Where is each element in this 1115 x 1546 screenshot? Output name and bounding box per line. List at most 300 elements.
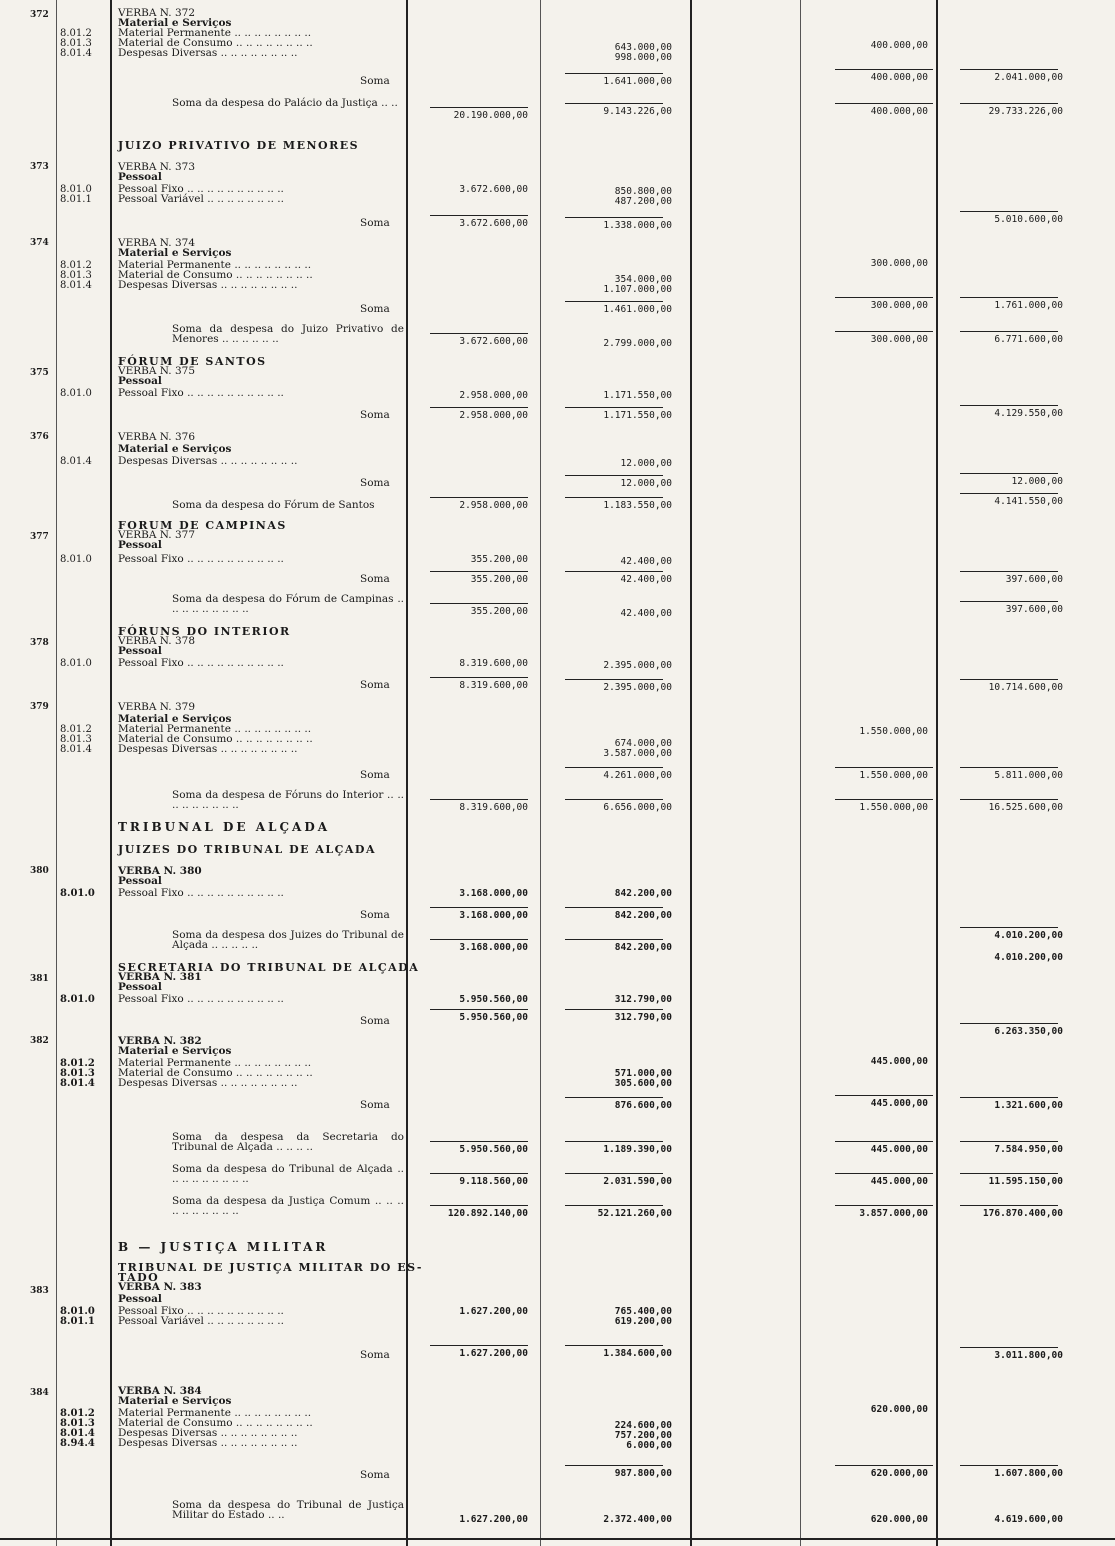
- row-label: Pessoal: [118, 1293, 162, 1305]
- value-col2: 1.189.390,00: [603, 1144, 672, 1155]
- sum-rule: [960, 211, 1058, 212]
- value-col2: 305.600,00: [614, 1078, 672, 1089]
- sum-rule: [565, 571, 663, 572]
- sum-rule: [565, 1465, 663, 1466]
- value-col5: 176.870.400,00: [982, 1208, 1063, 1219]
- row-label: Pessoal Variável .. .. .. .. .. .. .. ..: [118, 193, 284, 205]
- value-col2: 1.384.600,00: [603, 1348, 672, 1359]
- sum-rule: [960, 297, 1058, 298]
- row-label: VERBA N. 380: [118, 865, 202, 877]
- sum-rule: [430, 1205, 528, 1206]
- value-col2: 6.000,00: [626, 1440, 672, 1451]
- value-col5: 1.607.800,00: [994, 1468, 1063, 1479]
- value-col4: 445.000,00: [870, 1176, 928, 1187]
- row-label: Pessoal: [118, 375, 162, 387]
- value-col5: 397.600,00: [1005, 604, 1063, 615]
- value-col5: 11.595.150,00: [988, 1176, 1063, 1187]
- sum-rule: [835, 331, 933, 332]
- sum-label: Soma: [360, 1015, 390, 1027]
- budget-code: 8.01.2: [60, 724, 92, 735]
- value-col2: 850.800,00: [614, 186, 672, 197]
- sum-rule: [960, 1347, 1058, 1348]
- value-col2: 571.000,00: [614, 1068, 672, 1079]
- row-label: Pessoal Fixo .. .. .. .. .. .. .. .. .. ..: [118, 993, 284, 1005]
- budget-code: 8.01.2: [60, 260, 92, 271]
- row-label: Despesas Diversas .. .. .. .. .. .. .. ..: [118, 455, 298, 467]
- row-label: Pessoal Fixo .. .. .. .. .. .. .. .. .. ..: [118, 887, 284, 899]
- row-label: VERBA N. 374: [118, 237, 196, 249]
- row-label: Pessoal: [118, 981, 162, 993]
- value-col1: 2.958.000,00: [459, 410, 528, 421]
- value-col2: 9.143.226,00: [603, 106, 672, 117]
- sum-rule: [960, 1141, 1058, 1142]
- section-heading: FORUM DE CAMPINAS: [118, 519, 287, 532]
- value-col2: 2.372.400,00: [603, 1514, 672, 1525]
- item-number: 374: [30, 238, 49, 248]
- sum-rule: [565, 1141, 663, 1142]
- row-label: Material e Serviços: [118, 247, 232, 259]
- sum-rule: [565, 1009, 663, 1010]
- value-col2: 1.183.550,00: [603, 500, 672, 511]
- value-col5: 7.584.950,00: [994, 1144, 1063, 1155]
- row-label: Pessoal: [118, 645, 162, 657]
- sum-rule: [565, 1097, 663, 1098]
- value-col5: 5.010.600,00: [994, 214, 1063, 225]
- value-col2: 1.171.550,00: [603, 390, 672, 401]
- item-number: 377: [30, 532, 49, 542]
- value-col5: 6.263.350,00: [994, 1026, 1063, 1037]
- sum-rule: [835, 1465, 933, 1466]
- value-col1: 3.672.600,00: [459, 184, 528, 195]
- value-col5: 6.771.600,00: [994, 334, 1063, 345]
- row-label: VERBA N. 375: [118, 365, 196, 377]
- value-col2: 42.400,00: [620, 556, 672, 567]
- value-col4: 400.000,00: [870, 106, 928, 117]
- budget-code: 8.01.0: [60, 184, 92, 195]
- value-col4: 445.000,00: [870, 1144, 928, 1155]
- row-label: Pessoal Fixo .. .. .. .. .. .. .. .. .. ..: [118, 183, 284, 195]
- row-label: Pessoal: [118, 171, 162, 183]
- value-col1: 355.200,00: [470, 574, 528, 585]
- value-col5: 5.811.000,00: [994, 770, 1063, 781]
- value-col1: 5.950.560,00: [459, 994, 528, 1005]
- total-label: Soma da despesa do Fórum de Santos: [172, 499, 375, 511]
- sum-rule: [565, 679, 663, 680]
- sum-label: Soma: [360, 909, 390, 921]
- value-col2: 1.338.000,00: [603, 220, 672, 231]
- value-col1: 355.200,00: [470, 554, 528, 565]
- section-heading: SECRETARIA DO TRIBUNAL DE ALÇADA: [118, 961, 420, 974]
- sum-rule: [430, 333, 528, 334]
- row-label: Material Permanente .. .. .. .. .. .. .. ..: [118, 1057, 312, 1069]
- budget-code: 8.01.4: [60, 1078, 95, 1089]
- total-label: Soma da despesa do Tribunal de Justiça Militar do Estado .. ..: [172, 1499, 404, 1521]
- sum-rule: [430, 799, 528, 800]
- budget-code: 8.01.0: [60, 994, 95, 1005]
- value-col2: 765.400,00: [614, 1306, 672, 1317]
- sum-label: Soma: [360, 679, 390, 691]
- value-col4: 445.000,00: [870, 1056, 928, 1067]
- sum-rule: [565, 103, 663, 104]
- row-label: Material de Consumo .. .. .. .. .. .. .. ..: [118, 269, 313, 281]
- sum-rule: [960, 493, 1058, 494]
- sum-rule: [835, 103, 933, 104]
- sum-rule: [960, 601, 1058, 602]
- value-col2: 2.031.590,00: [603, 1176, 672, 1187]
- budget-code: 8.01.3: [60, 1418, 95, 1429]
- value-col2: 354.000,00: [614, 274, 672, 285]
- section-heading: JUIZO PRIVATIVO DE MENORES: [118, 139, 360, 152]
- value-col5: 10.714.600,00: [988, 682, 1063, 693]
- row-label: VERBA N. 381: [118, 971, 202, 983]
- sum-rule: [960, 679, 1058, 680]
- item-number: 375: [30, 368, 49, 378]
- row-label: Despesas Diversas .. .. .. .. .. .. .. ..: [118, 47, 298, 59]
- sum-rule: [835, 1095, 933, 1096]
- item-number: 383: [30, 1286, 49, 1296]
- value-col5: 4.619.600,00: [994, 1514, 1063, 1525]
- sum-rule: [960, 331, 1058, 332]
- sum-label: Soma: [360, 303, 390, 315]
- row-label: Material Permanente .. .. .. .. .. .. .. ..: [118, 259, 312, 271]
- sum-rule: [565, 1205, 663, 1206]
- budget-code: 8.01.3: [60, 734, 92, 745]
- value-col2: 1.171.550,00: [603, 410, 672, 421]
- sum-label: Soma: [360, 1349, 390, 1361]
- row-label: Pessoal: [118, 539, 162, 551]
- sum-rule: [565, 475, 663, 476]
- budget-code: 8.01.2: [60, 1408, 95, 1419]
- budget-code: 8.01.0: [60, 1306, 95, 1317]
- sum-label: Soma: [360, 573, 390, 585]
- row-label: VERBA N. 373: [118, 161, 196, 173]
- budget-code: 8.01.4: [60, 456, 92, 467]
- row-label: Pessoal Fixo .. .. .. .. .. .. .. .. .. ..: [118, 553, 284, 565]
- row-label: Despesas Diversas .. .. .. .. .. .. .. ..: [118, 1077, 298, 1089]
- section-heading: TRIBUNAL DE ALÇADA: [118, 820, 331, 834]
- value-col1: 3.168.000,00: [459, 888, 528, 899]
- sum-rule: [565, 407, 663, 408]
- value-col2: 6.656.000,00: [603, 802, 672, 813]
- value-col5: 397.600,00: [1005, 574, 1063, 585]
- item-number: 376: [30, 432, 49, 442]
- sum-rule: [960, 1465, 1058, 1466]
- value-col1: 3.672.600,00: [459, 218, 528, 229]
- row-label: Material e Serviços: [118, 1395, 232, 1407]
- page-bottom-rule: [0, 1538, 1115, 1540]
- item-number: 378: [30, 638, 49, 648]
- budget-code: 8.01.1: [60, 194, 92, 205]
- sum-label: Soma: [360, 75, 390, 87]
- row-label: Material e Serviços: [118, 713, 232, 725]
- value-col1: 9.118.560,00: [459, 1176, 528, 1187]
- value-col1: 8.319.600,00: [459, 802, 528, 813]
- value-col1: 1.627.200,00: [459, 1348, 528, 1359]
- item-number: 379: [30, 702, 49, 712]
- value-col5: 1.761.000,00: [994, 300, 1063, 311]
- section-heading: TRIBUNAL DE JUSTIÇA MILITAR DO ES-: [118, 1261, 423, 1274]
- row-label: VERBA N. 372: [118, 7, 196, 19]
- value-col5: 4.010.200,00: [994, 930, 1063, 941]
- value-col1: 1.627.200,00: [459, 1306, 528, 1317]
- row-label: Material e Serviços: [118, 17, 232, 29]
- section-heading: FÓRUNS DO INTERIOR: [118, 625, 291, 638]
- value-col2: 842.200,00: [614, 910, 672, 921]
- item-number: 373: [30, 162, 49, 172]
- value-col1: 5.950.560,00: [459, 1144, 528, 1155]
- row-label: Material e Serviços: [118, 1045, 232, 1057]
- item-number: 381: [30, 974, 49, 984]
- value-col4: 3.857.000,00: [859, 1208, 928, 1219]
- value-col4: 620.000,00: [870, 1404, 928, 1415]
- sum-rule: [960, 1097, 1058, 1098]
- value-col2: 224.600,00: [614, 1420, 672, 1431]
- column-rule: [406, 0, 408, 1546]
- value-col2: 2.395.000,00: [603, 682, 672, 693]
- budget-code: 8.01.2: [60, 28, 92, 39]
- value-col4: 620.000,00: [870, 1514, 928, 1525]
- sum-rule: [960, 1023, 1058, 1024]
- sum-rule: [565, 907, 663, 908]
- sum-label: Soma: [360, 217, 390, 229]
- value-col5: 16.525.600,00: [988, 802, 1063, 813]
- total-label: Soma da despesa de Fóruns do Interior .. .. .. .. .. .. .. .. ..: [172, 789, 404, 811]
- value-col5: 2.041.000,00: [994, 72, 1063, 83]
- value-col2: 312.790,00: [614, 1012, 672, 1023]
- budget-code: 8.01.4: [60, 48, 92, 59]
- value-col2: 312.790,00: [614, 994, 672, 1005]
- budget-code: 8.01.3: [60, 1068, 95, 1079]
- value-col2: 757.200,00: [614, 1430, 672, 1441]
- section-heading: JUIZES DO TRIBUNAL DE ALÇADA: [118, 843, 376, 856]
- value-col2: 842.200,00: [614, 942, 672, 953]
- row-label: Pessoal Fixo .. .. .. .. .. .. .. .. .. ..: [118, 1305, 284, 1317]
- sum-rule: [835, 767, 933, 768]
- row-label: Material Permanente .. .. .. .. .. .. .. ..: [118, 723, 312, 735]
- section-heading: TADO: [118, 1271, 160, 1284]
- sum-rule: [565, 497, 663, 498]
- item-number: 382: [30, 1036, 49, 1046]
- total-label: Soma da despesa da Justiça Comum .. .. .. .. .. .. .. .. .. ..: [172, 1195, 404, 1217]
- budget-code: 8.01.2: [60, 1058, 95, 1069]
- sum-rule: [960, 1173, 1058, 1174]
- value-col1: 20.190.000,00: [453, 110, 528, 121]
- sum-rule: [960, 473, 1058, 474]
- sum-rule: [430, 1009, 528, 1010]
- total-label: Soma da despesa do Juizo Privativo de Menores .. .. .. .. .. ..: [172, 323, 404, 345]
- sum-label: Soma: [360, 409, 390, 421]
- total-label: Soma da despesa do Fórum de Campinas .. .. .. .. .. .. .. .. ..: [172, 593, 404, 615]
- total-label: Soma da despesa do Tribunal de Alçada .. .. .. .. .. .. .. .. ..: [172, 1163, 404, 1185]
- row-label: Material de Consumo .. .. .. .. .. .. .. ..: [118, 1067, 313, 1079]
- value-col4: 620.000,00: [870, 1468, 928, 1479]
- row-label: Despesas Diversas .. .. .. .. .. .. .. ..: [118, 1427, 298, 1439]
- row-label: Despesas Diversas .. .. .. .. .. .. .. ..: [118, 743, 298, 755]
- total-label: Soma da despesa do Palácio da Justiça .. ..: [172, 97, 398, 109]
- value-col4: 1.550.000,00: [859, 726, 928, 737]
- budget-code: 8.01.0: [60, 554, 92, 565]
- value-col1: 2.958.000,00: [459, 500, 528, 511]
- value-col1: 8.319.600,00: [459, 680, 528, 691]
- row-label: Pessoal Fixo .. .. .. .. .. .. .. .. .. ..: [118, 657, 284, 669]
- value-col2: 12.000,00: [620, 458, 672, 469]
- value-col1: 3.672.600,00: [459, 336, 528, 347]
- sum-rule: [430, 603, 528, 604]
- row-label: VERBA N. 376: [118, 431, 196, 443]
- row-label: Material de Consumo .. .. .. .. .. .. .. ..: [118, 1417, 313, 1429]
- budget-code: 8.01.3: [60, 38, 92, 49]
- sum-rule: [430, 907, 528, 908]
- value-col2: 876.600,00: [614, 1100, 672, 1111]
- section-heading: FÓRUM DE SANTOS: [118, 355, 267, 368]
- value-col2: 643.000,00: [614, 42, 672, 53]
- sum-rule: [565, 1173, 663, 1174]
- value-col2: 2.799.000,00: [603, 338, 672, 349]
- value-col2: 2.395.000,00: [603, 660, 672, 671]
- sum-rule: [565, 799, 663, 800]
- sum-label: Soma: [360, 1469, 390, 1481]
- sum-rule: [430, 215, 528, 216]
- value-col2: 487.200,00: [614, 196, 672, 207]
- sum-rule: [960, 927, 1058, 928]
- value-col5: 4.010.200,00: [994, 952, 1063, 963]
- budget-code: 8.01.0: [60, 388, 92, 399]
- item-number: 372: [30, 10, 49, 20]
- row-label: Pessoal Fixo .. .. .. .. .. .. .. .. .. ..: [118, 387, 284, 399]
- sum-rule: [430, 571, 528, 572]
- value-col2: 674.000,00: [614, 738, 672, 749]
- value-col2: 3.587.000,00: [603, 748, 672, 759]
- column-rule: [936, 0, 938, 1546]
- value-col2: 42.400,00: [620, 574, 672, 585]
- row-label: VERBA N. 383: [118, 1281, 202, 1293]
- row-label: Pessoal Variável .. .. .. .. .. .. .. ..: [118, 1315, 284, 1327]
- sum-rule: [565, 73, 663, 74]
- value-col1: 8.319.600,00: [459, 658, 528, 669]
- sum-rule: [565, 939, 663, 940]
- value-col5: 12.000,00: [1011, 476, 1063, 487]
- value-col5: 4.129.550,00: [994, 408, 1063, 419]
- value-col2: 998.000,00: [614, 52, 672, 63]
- column-rule: [540, 0, 541, 1546]
- sum-rule: [430, 1141, 528, 1142]
- sum-rule: [960, 405, 1058, 406]
- row-label: VERBA N. 379: [118, 701, 196, 713]
- value-col5: 3.011.800,00: [994, 1350, 1063, 1361]
- sum-rule: [835, 799, 933, 800]
- value-col1: 355.200,00: [470, 606, 528, 617]
- sum-rule: [835, 1205, 933, 1206]
- value-col2: 4.261.000,00: [603, 770, 672, 781]
- budget-code: 8.01.4: [60, 280, 92, 291]
- sum-rule: [430, 1345, 528, 1346]
- value-col5: 29.733.226,00: [988, 106, 1063, 117]
- value-col1: 5.950.560,00: [459, 1012, 528, 1023]
- sum-label: Soma: [360, 769, 390, 781]
- value-col2: 619.200,00: [614, 1316, 672, 1327]
- sum-rule: [430, 407, 528, 408]
- value-col2: 842.200,00: [614, 888, 672, 899]
- value-col4: 445.000,00: [870, 1098, 928, 1109]
- value-col4: 1.550.000,00: [859, 802, 928, 813]
- sum-label: Soma: [360, 1099, 390, 1111]
- sum-rule: [960, 69, 1058, 70]
- sum-rule: [430, 677, 528, 678]
- sum-rule: [960, 103, 1058, 104]
- value-col2: 987.800,00: [614, 1468, 672, 1479]
- row-label: Despesas Diversas .. .. .. .. .. .. .. ..: [118, 1437, 298, 1449]
- value-col1: 3.168.000,00: [459, 910, 528, 921]
- budget-code: 8.01.0: [60, 658, 92, 669]
- row-label: Material e Serviços: [118, 443, 232, 455]
- sum-rule: [960, 571, 1058, 572]
- value-col2: 1.461.000,00: [603, 304, 672, 315]
- item-number: 380: [30, 866, 49, 876]
- budget-code: 8.01.4: [60, 744, 92, 755]
- sum-rule: [835, 1173, 933, 1174]
- sum-rule: [430, 497, 528, 498]
- total-label: Soma da despesa dos Juizes do Tribunal de Alçada .. .. .. .. ..: [172, 929, 404, 951]
- sum-rule: [430, 1173, 528, 1174]
- value-col2: 1.107.000,00: [603, 284, 672, 295]
- value-col2: 42.400,00: [620, 608, 672, 619]
- row-label: Material de Consumo .. .. .. .. .. .. .. ..: [118, 37, 313, 49]
- row-label: VERBA N. 382: [118, 1035, 202, 1047]
- budget-code: 8.01.3: [60, 270, 92, 281]
- row-label: Material Permanente .. .. .. .. .. .. .. ..: [118, 1407, 312, 1419]
- value-col2: 1.641.000,00: [603, 76, 672, 87]
- row-label: Pessoal: [118, 875, 162, 887]
- section-heading: B — JUSTIÇA MILITAR: [118, 1240, 329, 1254]
- value-col2: 12.000,00: [620, 478, 672, 489]
- sum-rule: [565, 1345, 663, 1346]
- sum-rule: [835, 297, 933, 298]
- value-col1: 2.958.000,00: [459, 390, 528, 401]
- sum-rule: [565, 217, 663, 218]
- sum-label: Soma: [360, 477, 390, 489]
- item-number: 384: [30, 1388, 49, 1398]
- sum-rule: [430, 939, 528, 940]
- total-label: Soma da despesa da Secretaria do Tribunal de Alçada .. .. .. ..: [172, 1131, 404, 1153]
- value-col5: 1.321.600,00: [994, 1100, 1063, 1111]
- value-col1: 1.627.200,00: [459, 1514, 528, 1525]
- sum-rule: [960, 1205, 1058, 1206]
- value-col1: 120.892.140,00: [447, 1208, 528, 1219]
- sum-rule: [430, 107, 528, 108]
- budget-code: 8.01.1: [60, 1316, 95, 1327]
- row-label: VERBA N. 377: [118, 529, 196, 541]
- row-label: Material de Consumo .. .. .. .. .. .. .. ..: [118, 733, 313, 745]
- row-label: VERBA N. 384: [118, 1385, 202, 1397]
- value-col4: 400.000,00: [870, 40, 928, 51]
- value-col4: 1.550.000,00: [859, 770, 928, 781]
- sum-rule: [565, 767, 663, 768]
- column-rule: [690, 0, 692, 1546]
- sum-rule: [835, 69, 933, 70]
- column-rule: [56, 0, 57, 1546]
- sum-rule: [565, 301, 663, 302]
- row-label: VERBA N. 378: [118, 635, 196, 647]
- value-col5: 4.141.550,00: [994, 496, 1063, 507]
- value-col4: 300.000,00: [870, 334, 928, 345]
- row-label: Despesas Diversas .. .. .. .. .. .. .. ..: [118, 279, 298, 291]
- value-col4: 400.000,00: [870, 72, 928, 83]
- budget-code: 8.01.0: [60, 888, 95, 899]
- column-rule: [800, 0, 801, 1546]
- budget-code: 8.94.4: [60, 1438, 95, 1449]
- sum-rule: [960, 799, 1058, 800]
- value-col4: 300.000,00: [870, 258, 928, 269]
